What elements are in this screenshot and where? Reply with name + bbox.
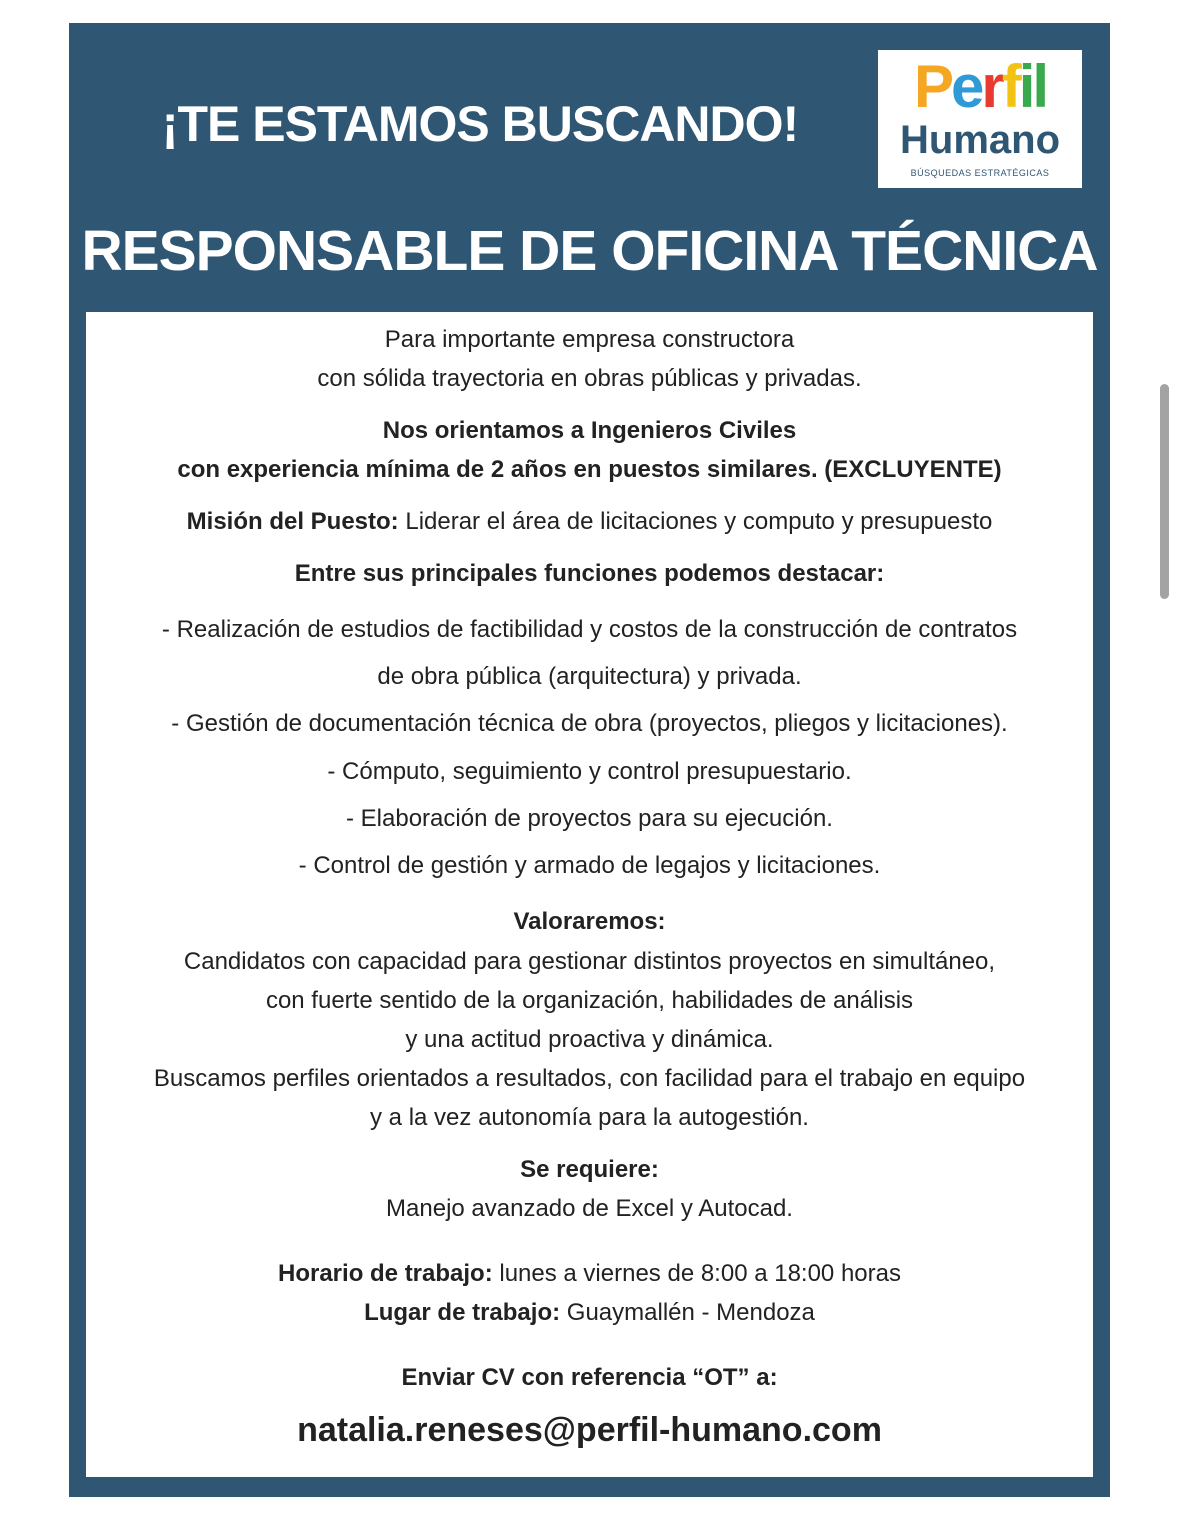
horario-line bbox=[86, 1260, 1093, 1288]
function-item: - Cómputo, seguimiento y control presupuestario. bbox=[327, 758, 852, 785]
mission-line bbox=[86, 508, 1093, 536]
company-logo bbox=[878, 50, 1082, 188]
logo-perfil-wordmark: Perfil bbox=[913, 53, 1047, 120]
lugar-line bbox=[86, 1299, 1093, 1327]
logo-tagline: BÚSQUEDAS ESTRATÉGICAS bbox=[910, 168, 1050, 178]
functions-heading: Entre sus principales funciones podemos destacar: bbox=[294, 560, 885, 587]
valoraremos-line: y una actitud proactiva y dinámica. bbox=[405, 1026, 774, 1053]
function-item: - Realización de estudios de factibilidad y costos de la construcción de contratos bbox=[161, 616, 1018, 643]
valoraremos-line: y a la vez autonomía para la autogestión. bbox=[370, 1104, 809, 1131]
function-item: - Elaboración de proyectos para su ejecución. bbox=[346, 805, 833, 832]
job-title: RESPONSABLE DE OFICINA TÉCNICA bbox=[81, 219, 1098, 283]
valoraremos-line: Buscamos perfiles orientados a resultados, con facilidad para el trabajo en equipo bbox=[153, 1065, 1026, 1092]
mission-text: Liderar el área de licitaciones y computo y presupuesto bbox=[398, 508, 993, 535]
mission-label: Misión del Puesto: bbox=[186, 508, 399, 535]
function-item: de obra pública (arquitectura) y privada. bbox=[377, 663, 802, 690]
intro-line-1: Para importante empresa constructora bbox=[384, 326, 795, 353]
target-line-2: con experiencia mínima de 2 años en puestos similares. (EXCLUYENTE) bbox=[177, 456, 1002, 483]
lugar-text: Guaymallén - Mendoza bbox=[560, 1299, 815, 1326]
valoraremos-heading: Valoraremos: bbox=[513, 908, 666, 935]
requiere-heading: Se requiere: bbox=[520, 1156, 659, 1183]
requiere-text: Manejo avanzado de Excel y Autocad. bbox=[386, 1195, 793, 1222]
intro-line-2: con sólida trayectoria en obras públicas y privadas. bbox=[317, 365, 862, 392]
valoraremos-line: con fuerte sentido de la organización, habilidades de análisis bbox=[265, 987, 914, 1014]
horario-label: Horario de trabajo: bbox=[278, 1260, 493, 1287]
contact-email[interactable]: natalia.reneses@perfil-humano.com bbox=[297, 1411, 882, 1449]
cta-text: Enviar CV con referencia “OT” a: bbox=[401, 1364, 778, 1391]
job-description-card bbox=[86, 312, 1093, 1477]
valoraremos-line: Candidatos con capacidad para gestionar distintos proyectos en simultáneo, bbox=[183, 948, 996, 975]
horario-text: lunes a viernes de 8:00 a 18:00 horas bbox=[492, 1260, 901, 1287]
target-line-1: Nos orientamos a Ingenieros Civiles bbox=[382, 417, 797, 444]
logo-humano-wordmark: Humano bbox=[900, 118, 1060, 162]
function-item: - Gestión de documentación técnica de obra (proyectos, pliegos y licitaciones). bbox=[171, 710, 1008, 737]
scrollbar[interactable] bbox=[1160, 384, 1169, 599]
lugar-label: Lugar de trabajo: bbox=[364, 1299, 561, 1326]
headline: ¡TE ESTAMOS BUSCANDO! bbox=[161, 96, 799, 152]
function-item: - Control de gestión y armado de legajos y licitaciones. bbox=[298, 852, 881, 879]
